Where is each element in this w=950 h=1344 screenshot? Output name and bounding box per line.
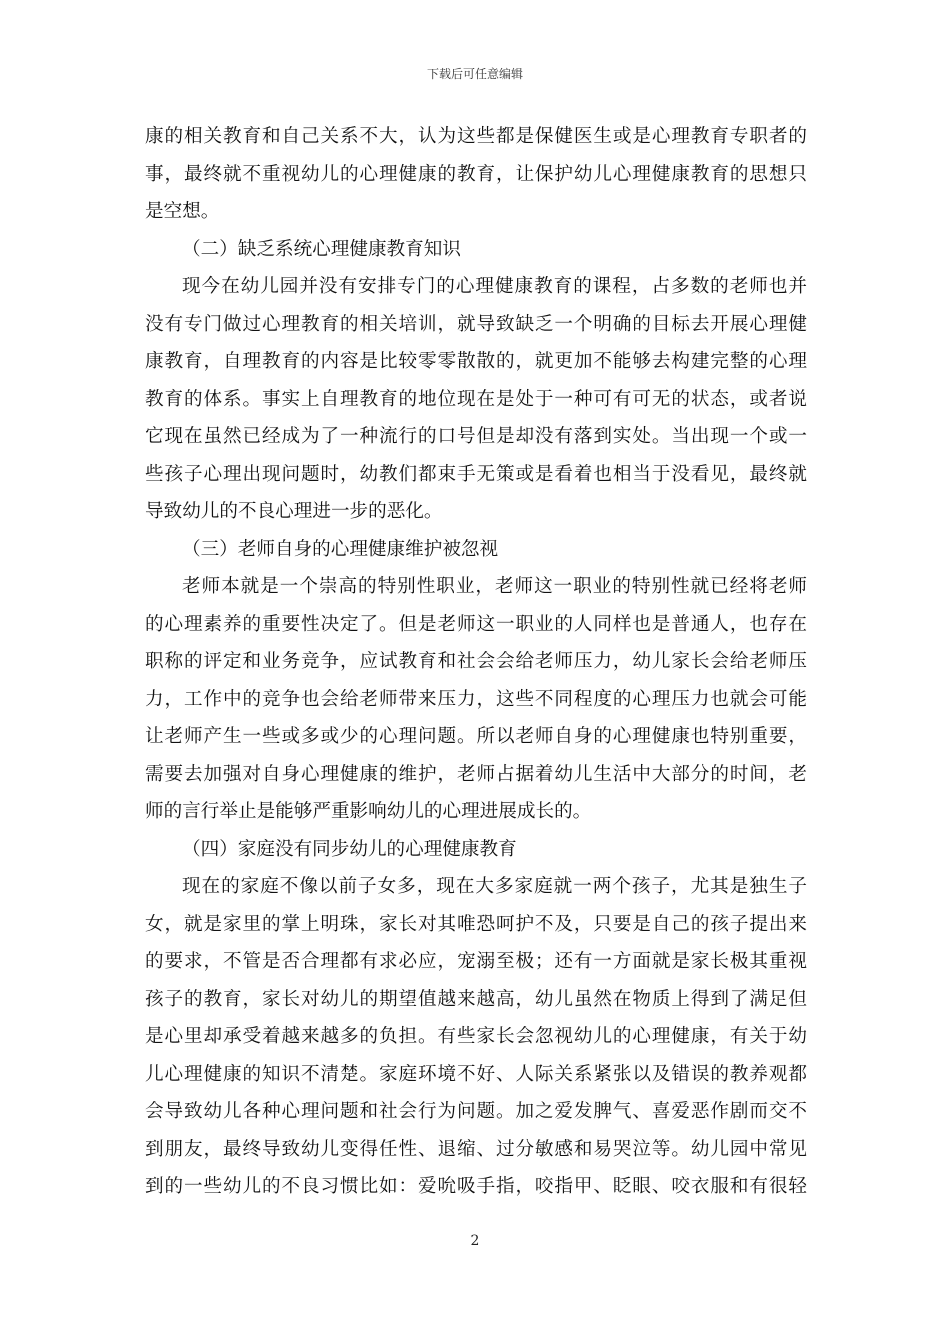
text-line: 孩子的教育，家长对幼儿的期望值越来越高，幼儿虽然在物质上得到了满足但 bbox=[145, 988, 807, 1010]
text-line: 职称的评定和业务竞争，应试教育和社会会给老师压力，幼儿家长会给老师压 bbox=[145, 651, 807, 672]
section-heading: （二）缺乏系统心理健康教育知识 bbox=[182, 238, 461, 260]
text-line: 会导致幼儿各种心理问题和社会行为问题。加之爱发脾气、喜爱恶作剧而交不 bbox=[145, 1101, 807, 1122]
document-body bbox=[145, 118, 807, 1206]
text-line: 教育的体系。事实上自理教育的地位现在是处于一种可有可无的状态，或者说 bbox=[145, 388, 807, 410]
text-line: 力，工作中的竞争也会给老师带来压力，这些不同程度的心理压力也就会可能 bbox=[145, 688, 807, 710]
paragraph-first-line: 老师本就是一个崇高的特别性职业，老师这一职业的特别性就已经将老师 bbox=[182, 576, 807, 597]
text-line: 是心里却承受着越来越多的负担。有些家长会忽视幼儿的心理健康，有关于幼 bbox=[145, 1026, 807, 1047]
text-line: 需要去加强对自身心理健康的维护，老师占据着幼儿生活中大部分的时间，老 bbox=[145, 763, 807, 785]
section-heading: （四）家庭没有同步幼儿的心理健康教育 bbox=[182, 838, 517, 860]
paragraph-first-line: 现今在幼儿园并没有安排专门的心理健康教育的课程，占多数的老师也并 bbox=[182, 276, 807, 297]
text-line: 的心理素养的重要性决定了。但是老师这一职业的人同样也是普通人，也存在 bbox=[145, 613, 807, 635]
paragraph-first-line: 现在的家庭不像以前子女多，现在大多家庭就一两个孩子，尤其是独生子 bbox=[182, 876, 807, 897]
paragraph-last-line: 导致幼儿的不良心理进一步的恶化。 bbox=[145, 501, 443, 522]
section-heading: （三）老师自身的心理健康维护被忽视 bbox=[182, 538, 499, 560]
text-line: 些孩子心理出现问题时，幼教们都束手无策或是看着也相当于没看见，最终就 bbox=[145, 463, 807, 485]
text-line: 的要求，不管是否合理都有求必应，宠溺至极；还有一方面就是家长极其重视 bbox=[145, 951, 807, 972]
text-line: 到的一些幼儿的不良习惯比如：爱吮吸手指，咬指甲、眨眼、咬衣服和有很轻 bbox=[145, 1176, 807, 1197]
text-line: 康的相关教育和自己关系不大，认为这些都是保健医生或是心理教育专职者的 bbox=[145, 126, 807, 147]
page-number: 2 bbox=[470, 1233, 480, 1249]
text-line: 事，最终就不重视幼儿的心理健康的教育，让保护幼儿心理健康教育的思想只 bbox=[145, 163, 807, 185]
text-line: 女，就是家里的掌上明珠，家长对其唯恐呵护不及，只要是自己的孩子提出来 bbox=[145, 913, 807, 935]
paragraph-last-line: 师的言行举止是能够严重影响幼儿的心理进展成长的。 bbox=[145, 801, 592, 822]
text-line: 让老师产生一些或多或少的心理问题。所以老师自身的心理健康也特别重要， bbox=[145, 726, 807, 747]
text-line: 到朋友，最终导致幼儿变得任性、退缩、过分敏感和易哭泣等。幼儿园中常见 bbox=[145, 1138, 807, 1160]
text-line: 康教育，自理教育的内容是比较零零散散的，就更加不能够去构建完整的心理 bbox=[145, 351, 807, 372]
page-header: 下载后可任意编辑 bbox=[426, 67, 523, 81]
text-line: 儿心理健康的知识不清楚。家庭环境不好、人际关系紧张以及错误的教养观都 bbox=[145, 1063, 807, 1085]
paragraph-last-line: 是空想。 bbox=[145, 201, 220, 222]
text-line: 没有专门做过心理教育的相关培训，就导致缺乏一个明确的目标去开展心理健 bbox=[145, 313, 807, 335]
text-line: 它现在虽然已经成为了一种流行的口号但是却没有落到实处。当出现一个或一 bbox=[145, 426, 807, 447]
